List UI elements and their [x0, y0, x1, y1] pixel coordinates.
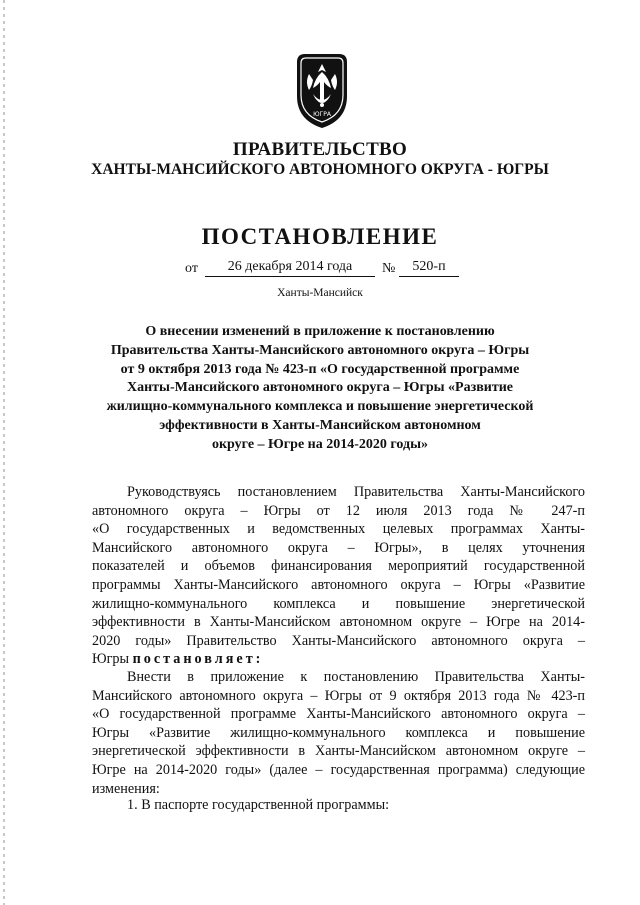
text-line: «О государственных и ведомственных целевых программах Ханты-: [92, 521, 585, 538]
svg-text:ЮГРА: ЮГРА: [313, 111, 331, 118]
text-line: 2020 годы» Правительство Ханты-Мансийского автономного округа –: [92, 632, 585, 649]
heading-line: О внесении изменений в приложение к постановлению: [145, 324, 495, 339]
heading-line: Правительства Ханты-Мансийского автономного округа – Югры: [110, 342, 530, 358]
heading-line: от 9 октября 2013 года № 423-п «О государственной программе: [120, 361, 520, 377]
text-line: программы Ханты-Мансийского автономного округа – Югры «Развитие: [92, 576, 585, 593]
heading-line: эффективности в Ханты-Мансийском автономном: [159, 417, 481, 433]
document-city: Ханты-Мансийск: [277, 287, 363, 299]
text-line: «О государственной программе Ханты-Мансийского автономного округа –: [92, 706, 585, 723]
government-subtitle: ХАНТЫ-МАНСИЙСКОГО АВТОНОМНОГО ОКРУГА - ЮГРЫ: [91, 161, 549, 178]
text-line: эффективности в Ханты-Мансийском автономном округе – Югре на 2014-: [92, 614, 585, 631]
government-title: ПРАВИТЕЛЬСТВО: [232, 139, 408, 160]
document-date: 26 декабря 2014 года: [205, 259, 375, 277]
text-line: автономного округа – Югры от 12 июля 2013 года № 247-п: [92, 502, 585, 519]
text-line: Мансийского автономного округа – Югры от 9 октября 2013 года № 423-п: [92, 687, 585, 704]
scan-edge: [3, 0, 5, 905]
resolution-keyword: постановляет:: [132, 651, 264, 668]
text-line: изменения:: [92, 780, 160, 797]
text-line: Руководствуясь постановлением Правительства Ханты-Мансийского: [127, 484, 585, 500]
heading-line: округе – Югре на 2014-2020 годы»: [211, 436, 429, 452]
date-prefix: от: [185, 261, 198, 276]
document-date-line: [185, 259, 485, 281]
text-line: Югре на 2014-2020 годы» (далее – государственная программа) следующие: [92, 761, 585, 778]
text-line-prefix: Югры: [92, 651, 133, 668]
document-type: ПОСТАНОВЛЕНИЕ: [201, 224, 439, 249]
text-line: показателей и объемов финансирования мероприятий государственной: [92, 558, 585, 575]
text-line: энергетической эффективности в Ханты-Мансийском автономном округе –: [92, 743, 585, 760]
text-line: Югры «Развитие жилищно-коммунального комплекса и повышение: [92, 724, 585, 741]
coat-of-arms-icon: [293, 50, 351, 130]
heading-line: жилищно-коммунального комплекса и повышение энергетической: [106, 399, 534, 415]
document-number: 520-п: [399, 259, 459, 277]
number-prefix: №: [382, 261, 396, 276]
document-heading: [80, 323, 560, 455]
text-line: Мансийского автономного округа – Югры», в целях уточнения: [92, 539, 585, 556]
heading-line: Ханты-Мансийского автономного округа – Югры «Развитие: [126, 380, 514, 396]
paragraph-preamble: [92, 483, 585, 669]
text-line: жилищно-коммунального комплекса и повышение энергетической: [92, 595, 585, 612]
text-line: Внести в приложение к постановлению Правительства Ханты-: [127, 669, 585, 685]
paragraph-resolution: [92, 668, 585, 798]
text-line: [92, 650, 585, 669]
list-item: 1. В паспорте государственной программы:: [127, 797, 390, 813]
